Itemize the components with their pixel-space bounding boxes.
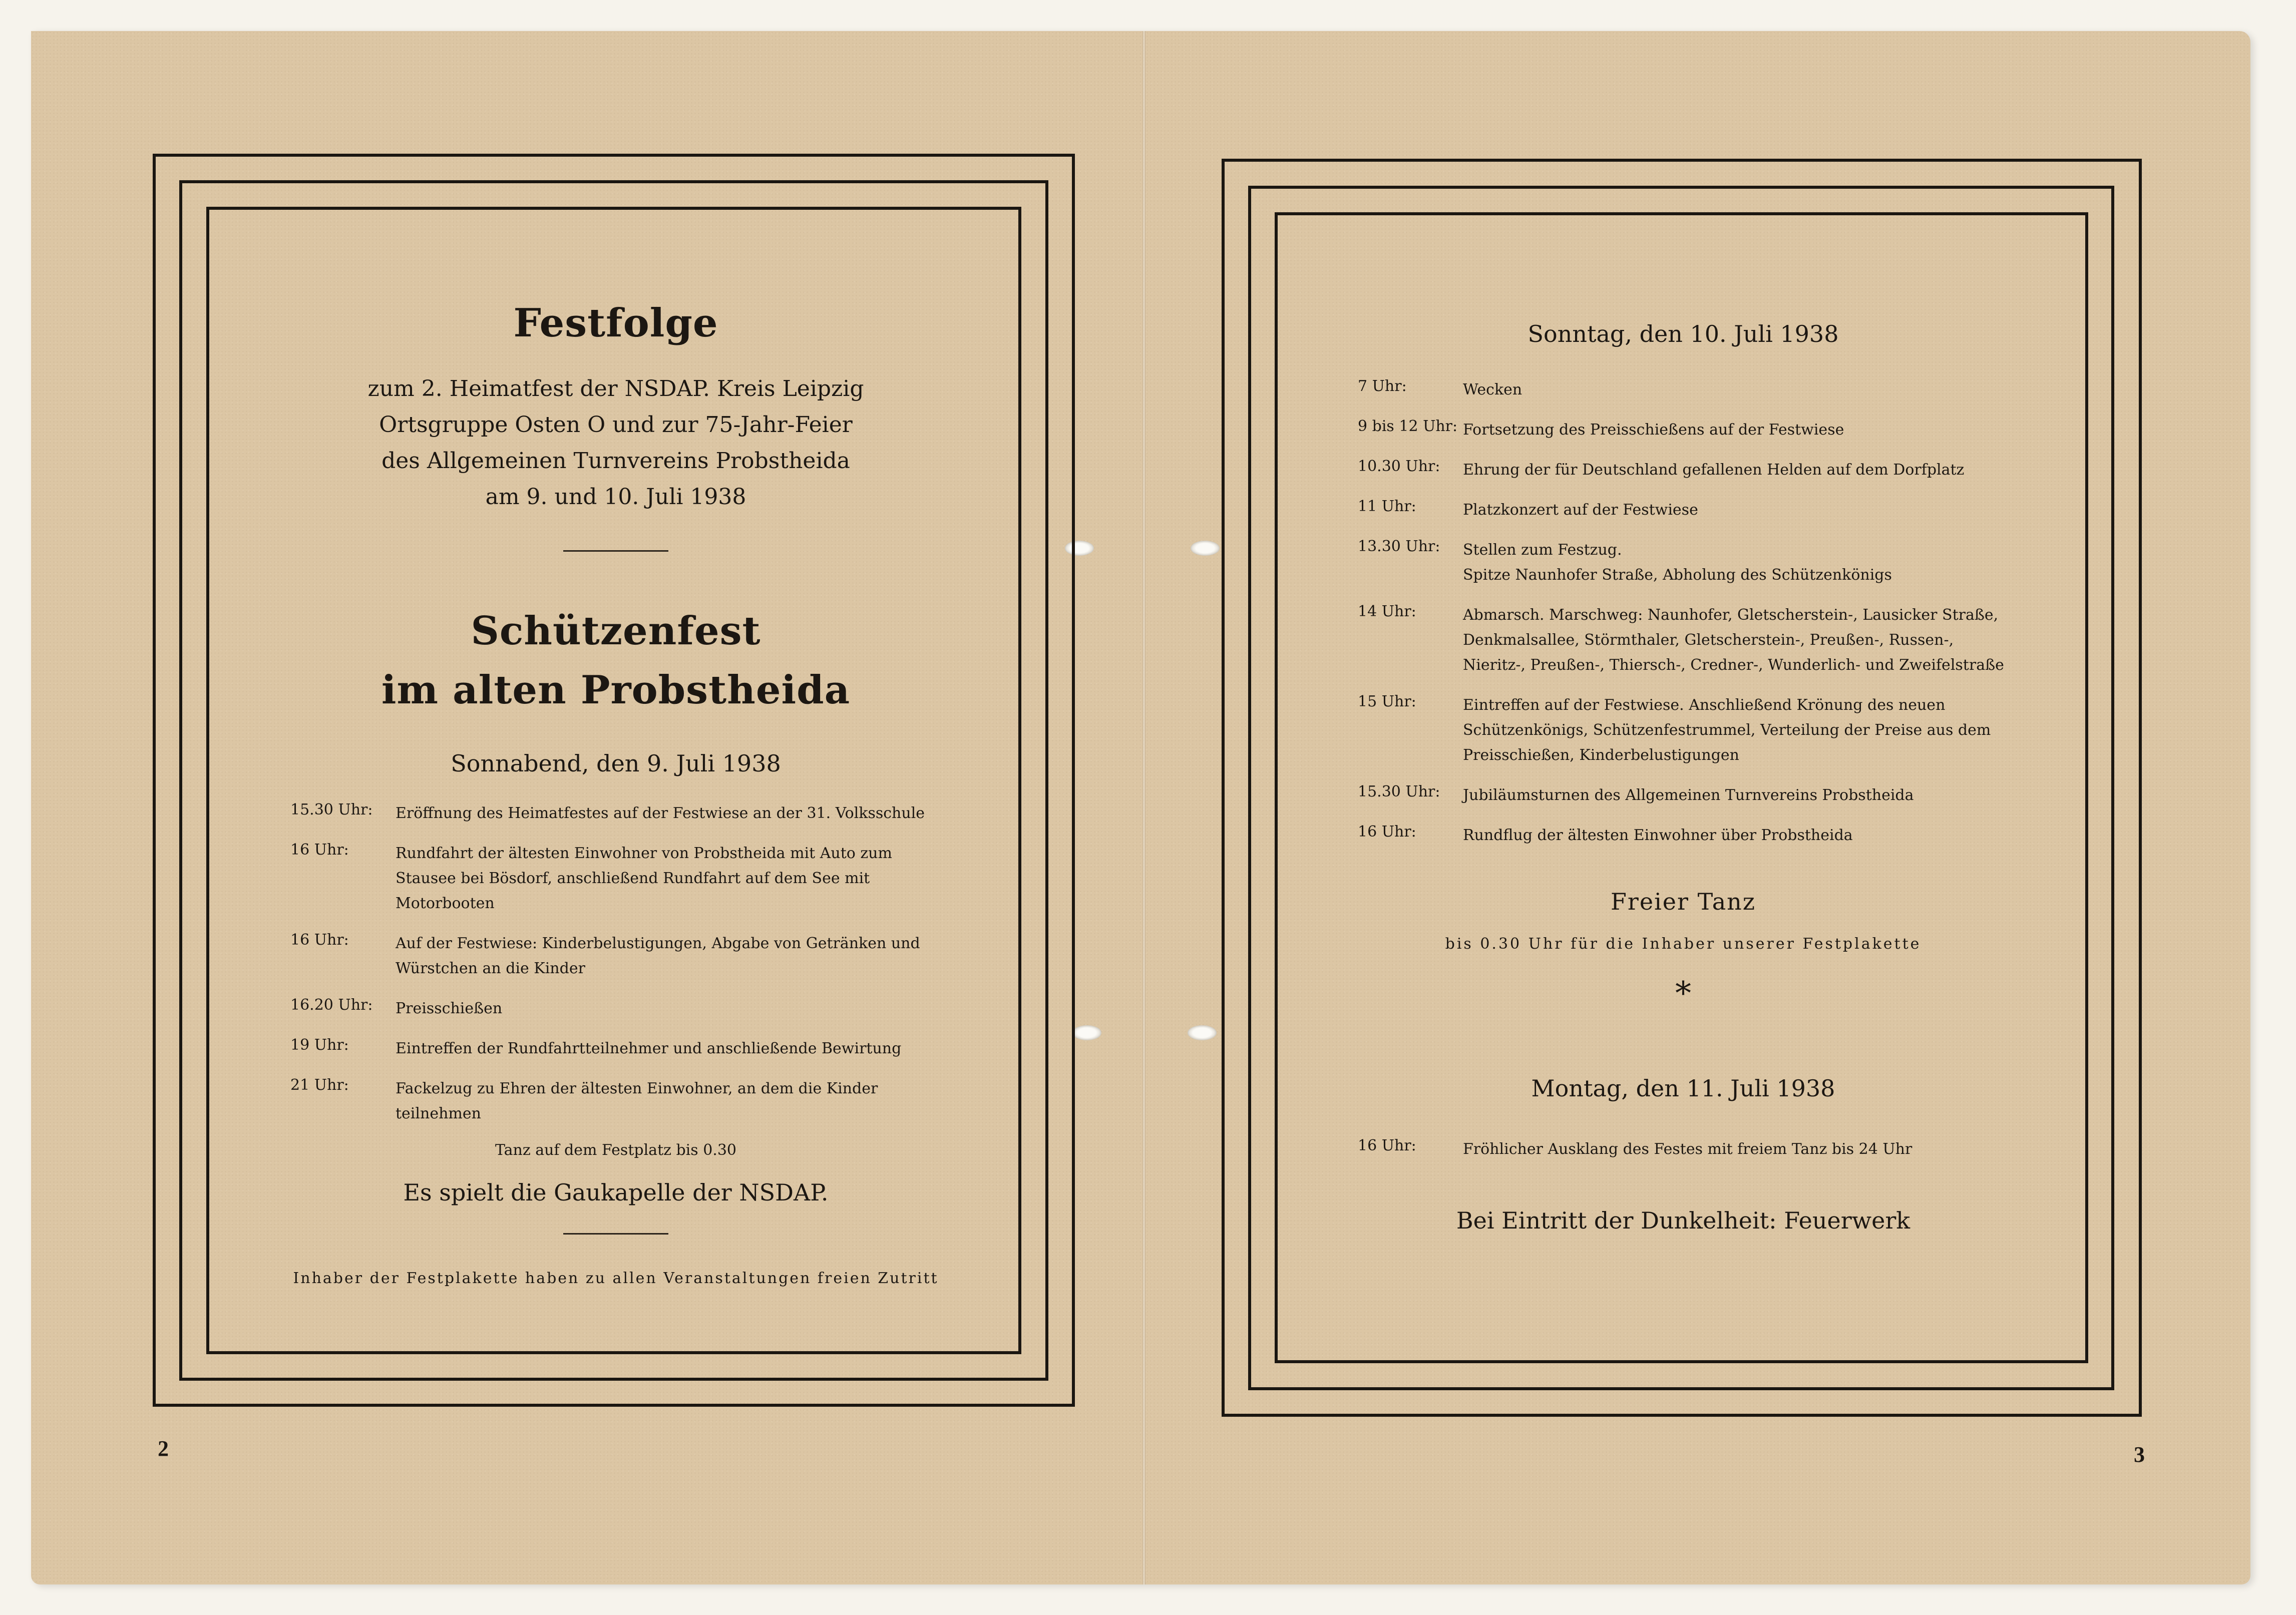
free-dance-note: bis 0.30 Uhr für die Inhaber unserer Festplakette bbox=[1445, 935, 1922, 953]
right-page bbox=[1358, 320, 2009, 1234]
subtitle-line: zum 2. Heimatfest der NSDAP. Kreis Leipzig bbox=[367, 376, 864, 401]
schedule-row bbox=[1358, 458, 2009, 483]
event-title-line: im alten Probstheida bbox=[381, 667, 851, 713]
schedule-time: 19 Uhr: bbox=[290, 1036, 349, 1054]
event-title-line: Schützenfest bbox=[471, 608, 761, 654]
schedule-row bbox=[290, 841, 941, 916]
schedule-time: 16 Uhr: bbox=[1358, 1137, 1416, 1154]
schedule-desc: Fortsetzung des Preisschießens auf der Festwiese bbox=[1463, 421, 1844, 439]
schedule-time: 13.30 Uhr: bbox=[1358, 538, 1440, 555]
program-title: Festfolge bbox=[513, 300, 718, 346]
schedule-time: 16.20 Uhr: bbox=[290, 996, 373, 1014]
subtitle-line: am 9. und 10. Juli 1938 bbox=[485, 484, 746, 510]
footer-note: Inhaber der Festplakette haben zu allen Veranstaltungen freien Zutritt bbox=[293, 1270, 939, 1287]
subtitle-line: des Allgemeinen Turnvereins Probstheida bbox=[381, 448, 850, 474]
schedule-row bbox=[1358, 693, 2009, 768]
fireworks-note: Bei Eintritt der Dunkelheit: Feuerwerk bbox=[1456, 1207, 1910, 1234]
schedule-time: 16 Uhr: bbox=[290, 931, 349, 949]
schedule-time: 21 Uhr: bbox=[290, 1076, 349, 1094]
schedule-row bbox=[1358, 1137, 2009, 1162]
separator-line bbox=[563, 1233, 668, 1235]
schedule-desc: Auf der Festwiese: Kinderbelustigungen, Abgabe von Getränken und Würstchen an die Kinder bbox=[396, 935, 920, 977]
schedule-time: 15.30 Uhr: bbox=[1358, 783, 1440, 800]
page-number-left: 2 bbox=[158, 1436, 169, 1461]
sunday-schedule bbox=[1358, 377, 2009, 848]
schedule-desc: Preisschießen bbox=[396, 1000, 503, 1017]
free-dance-title: Freier Tanz bbox=[1610, 888, 1756, 915]
schedule-row bbox=[290, 996, 941, 1021]
schedule-time: 11 Uhr: bbox=[1358, 498, 1416, 515]
program-subtitle bbox=[290, 371, 941, 515]
schedule-row bbox=[290, 801, 941, 826]
saturday-schedule bbox=[290, 801, 941, 1126]
subtitle-line: Ortsgruppe Osten O und zur 75-Jahr-Feier bbox=[379, 412, 853, 438]
schedule-desc: Wecken bbox=[1463, 381, 1522, 398]
schedule-time: 15.30 Uhr: bbox=[290, 801, 373, 819]
schedule-desc: Abmarsch. Marschweg: Naunhofer, Gletscherstein-, Lausicker Straße, Denkmalsallee, Störmthaler, Gletscherstein-, Preußen-, Russen-, Nieritz-, Preußen-, Thiersch-, Credner-, Wunderlich- und Zweifelstraße bbox=[1463, 606, 2004, 674]
sunday-heading: Sonntag, den 10. Juli 1938 bbox=[1527, 320, 1839, 347]
schedule-row bbox=[290, 1036, 941, 1061]
schedule-time: 7 Uhr: bbox=[1358, 377, 1407, 395]
band-note: Es spielt die Gaukapelle der NSDAP. bbox=[403, 1179, 829, 1206]
center-fold bbox=[1142, 31, 1145, 1584]
asterisk-ornament: * bbox=[1675, 975, 1691, 1012]
schedule-desc: Eintreffen auf der Festwiese. Anschließend Krönung des neuen Schützenkönigs, Schützenfestrummel, Verteilung der Preise aus dem Preisschießen, Kinderbelustigungen bbox=[1463, 696, 1991, 764]
saturday-heading: Sonnabend, den 9. Juli 1938 bbox=[451, 750, 781, 777]
schedule-row bbox=[1358, 783, 2009, 808]
binding-hole bbox=[1072, 1025, 1101, 1040]
schedule-row bbox=[1358, 603, 2009, 678]
schedule-time: 14 Uhr: bbox=[1358, 603, 1416, 620]
schedule-row bbox=[1358, 498, 2009, 523]
page-number-right: 3 bbox=[2134, 1442, 2145, 1467]
schedule-desc: Ehrung der für Deutschland gefallenen Helden auf dem Dorfplatz bbox=[1463, 461, 1965, 479]
schedule-desc: Platzkonzert auf der Festwiese bbox=[1463, 501, 1698, 519]
monday-schedule bbox=[1358, 1137, 2009, 1162]
event-title bbox=[290, 602, 941, 720]
schedule-desc: Rundflug der ältesten Einwohner über Probstheida bbox=[1463, 827, 1853, 844]
schedule-desc: Fröhlicher Ausklang des Festes mit freiem Tanz bis 24 Uhr bbox=[1463, 1140, 1912, 1158]
schedule-time: 16 Uhr: bbox=[290, 841, 349, 859]
schedule-desc: Eintreffen der Rundfahrtteilnehmer und anschließende Bewirtung bbox=[396, 1040, 902, 1057]
schedule-desc: Stellen zum Festzug. Spitze Naunhofer Straße, Abholung des Schützenkönigs bbox=[1463, 541, 1892, 584]
schedule-time: 16 Uhr: bbox=[1358, 823, 1416, 841]
schedule-row bbox=[1358, 823, 2009, 848]
schedule-time: 15 Uhr: bbox=[1358, 693, 1416, 710]
schedule-desc: Jubiläumsturnen des Allgemeinen Turnvereins Probstheida bbox=[1463, 786, 1914, 804]
schedule-row bbox=[1358, 538, 2009, 588]
schedule-desc: Fackelzug zu Ehren der ältesten Einwohner, an dem die Kinder teilnehmen bbox=[396, 1080, 878, 1122]
binding-hole bbox=[1191, 541, 1220, 556]
schedule-row bbox=[1358, 377, 2009, 402]
schedule-time: 10.30 Uhr: bbox=[1358, 458, 1440, 475]
schedule-desc: Eröffnung des Heimatfestes auf der Festwiese an der 31. Volksschule bbox=[396, 804, 925, 822]
binding-hole bbox=[1188, 1025, 1217, 1040]
schedule-desc: Rundfahrt der ältesten Einwohner von Probstheida mit Auto zum Stausee bei Bösdorf, anschließend Rundfahrt auf dem See mit Motorbooten bbox=[396, 845, 892, 912]
left-page bbox=[290, 300, 941, 1287]
schedule-row bbox=[290, 1076, 941, 1126]
dance-note: Tanz auf dem Festplatz bis 0.30 bbox=[495, 1141, 736, 1159]
schedule-time: 9 bis 12 Uhr: bbox=[1358, 418, 1458, 435]
schedule-row bbox=[290, 931, 941, 981]
schedule-row bbox=[1358, 418, 2009, 443]
monday-heading: Montag, den 11. Juli 1938 bbox=[1531, 1075, 1835, 1102]
separator-line bbox=[563, 550, 668, 552]
